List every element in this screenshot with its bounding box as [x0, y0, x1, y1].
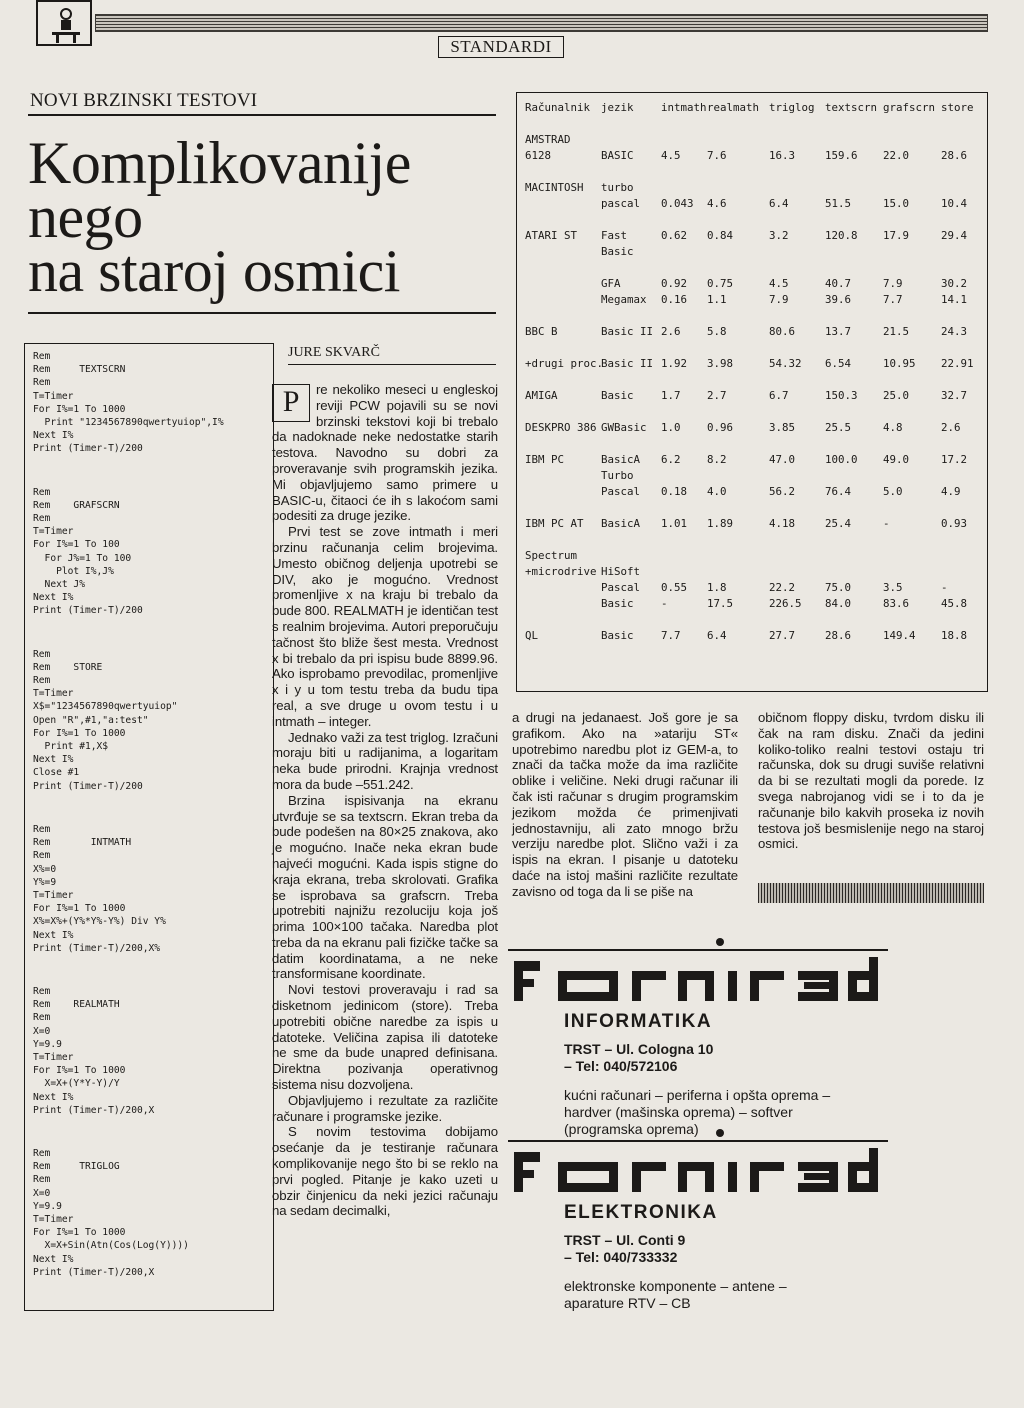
table-cell: 0.62: [661, 229, 688, 242]
code-line: Print (Timer-T)/200: [33, 605, 143, 617]
paragraph: Objavljujemo i rezultate za različite računare i programske jezike.: [272, 1092, 498, 1124]
table-row: [525, 133, 979, 149]
table-cell: 17.9: [883, 229, 910, 242]
table-cell: 6.54: [825, 357, 852, 370]
table-row: [525, 501, 979, 517]
table-cell: 30.2: [941, 277, 968, 290]
code-line: Print (Timer-T)/200: [33, 443, 143, 455]
code-line: T=Timer: [33, 1213, 74, 1225]
code-line: Rem: [33, 850, 51, 862]
table-cell: 3.85: [769, 421, 796, 434]
table-cell: 0.92: [661, 277, 688, 290]
ad-title: INFORMATIKA: [564, 1011, 713, 1032]
table-cell: 22.2: [769, 581, 796, 594]
table-cell: 22.91: [941, 357, 974, 370]
section-logo: [36, 0, 92, 46]
table-row: [525, 565, 979, 581]
paragraph: a drugi na jedanaest. Još gore je sa grafikom. Ako na »atariju ST« upotrebimo naredbu plot iz GEM-a, to znači da tačka može da ima različite oblike i veličine. Neki drugi računar ili čak isti računar s drugim programskim jezikom možda će primenjivati jednostavniju, ali zato mnogo bržu verziju naredbe plot. Slično važi i za ispis na ekran. I pisanje u datoteku daće na istoj mašini različite rezultate zavisno od toga da li se piše na: [512, 710, 738, 899]
table-cell: 28.6: [825, 629, 852, 642]
table-cell: 4.18: [769, 517, 796, 530]
ad-description: elektronske komponente – antene – aparature RTV – CB: [564, 1278, 787, 1311]
table-cell: IBM PC AT: [525, 517, 584, 530]
table-cell: BBC B: [525, 325, 558, 338]
code-line: Rem: [33, 985, 51, 997]
table-cell: BasicA: [601, 517, 641, 530]
table-cell: MACINTOSH: [525, 181, 584, 194]
table-cell: QL: [525, 629, 539, 642]
table-cell: 29.4: [941, 229, 968, 242]
table-row: [525, 261, 979, 277]
table-cell: 1.0: [661, 421, 681, 434]
code-line: Print (Timer-T)/200,X: [33, 1266, 155, 1278]
table-cell: 0.93: [941, 517, 968, 530]
table-row: [525, 325, 979, 341]
table-cell: 14.1: [941, 293, 968, 306]
table-cell: 159.6: [825, 149, 858, 162]
code-line: X%=X%+(Y%*Y%-Y%) Div Y%: [33, 916, 166, 928]
paragraph: re nekoliko meseci u engleskoj reviji PCW pojavili su se novi brzinski tekstovi koji bi trebalo da nadoknade neke nedostatke starih testova. Navodno su dobri za proveravanje svih programskih jezika. Mi objavljujemo samo primere u BASIC-u, čitaoci će ih s lakoćom sami podesiti za druge jezike.: [272, 382, 498, 524]
table-row: [525, 613, 979, 629]
table-cell: 1.92: [661, 357, 688, 370]
code-line: For I%=1 To 1000: [33, 903, 126, 915]
code-line: For I%=1 To 1000: [33, 1227, 126, 1239]
table-cell: Basic: [601, 629, 634, 642]
code-line: Rem: [33, 1147, 51, 1159]
table-cell: 40.7: [825, 277, 852, 290]
table-spacer: [525, 117, 979, 133]
code-line: Next I%: [33, 1253, 74, 1265]
table-cell: 0.18: [661, 485, 688, 498]
header-rule-bar: [95, 14, 988, 32]
table-cell: 6.2: [661, 453, 681, 466]
table-header-cell: grafscrn: [883, 101, 936, 114]
paragraph: Jednako važi za test triglog. Izračuni moraju biti u radijanima, a logaritam neka bude prirodni. Krajnja vrednost mora da bude –551.242.: [272, 729, 498, 792]
code-listing-box: [24, 343, 274, 1311]
code-line: Rem: [33, 1174, 51, 1186]
table-row: [525, 629, 979, 645]
paragraph: Novi testovi proveravaju i rad sa disketnom jedinicom (store). Treba upotrebiti obične naredbe za ispis u datoteke. Veličina zapisa ili datoteke ne sme da bude unapred definisana. Direktna pozivanja operativnog sistema nisu dozvoljena.: [272, 982, 498, 1093]
table-cell: Basic: [601, 245, 634, 258]
table-cell: ATARI ST: [525, 229, 578, 242]
code-line: Open "R",#1,"a:test": [33, 714, 149, 726]
table-row: [525, 165, 979, 181]
table-cell: turbo: [601, 181, 634, 194]
article-column-3: [758, 710, 984, 852]
table-cell: Basic II: [601, 325, 654, 338]
table-cell: 22.0: [883, 149, 910, 162]
code-line: Y=9.9: [33, 1038, 62, 1050]
table-row: [525, 533, 979, 549]
code-line: Rem INTMATH: [33, 837, 132, 849]
advertisement-elektronika: [508, 1126, 968, 1312]
table-row: [525, 149, 979, 165]
table-cell: 80.6: [769, 325, 796, 338]
table-cell: 7.6: [707, 149, 727, 162]
code-line: Plot I%,J%: [33, 565, 114, 577]
code-line: For I%=1 To 1000: [33, 727, 126, 739]
paragraph: običnom floppy disku, tvrdom disku ili čak na ram disku. Znači da jedini koliko-toliko realni testovi ostaju tri računska, dok su drugi suviše relativni da bi se rezultati mogli da porede. Iz svega nabrojanog vidi se i to da je računanje bilo kakvih proseka iz novih testova još besmislenije nego na staroj osmici.: [758, 710, 984, 852]
article-headline: [28, 130, 498, 304]
table-cell: 10.4: [941, 197, 968, 210]
decorative-bar: [758, 883, 984, 903]
code-line: X=X+(Y*Y-Y)/Y: [33, 1078, 120, 1090]
code-line: Rem: [33, 1012, 51, 1024]
code-line: Rem: [33, 513, 51, 525]
table-cell: 2.6: [661, 325, 681, 338]
table-cell: BasicA: [601, 453, 641, 466]
paragraph: S novim testovima dobijamo osećanje da je testiranje računara komplikovanije nego što bi se reklo na prvi pogled. Pitanje je kako uzeti u obzir činjenicu da neki jezici računaju na sedam decimalki,: [272, 1124, 498, 1219]
code-line: X=0: [33, 1187, 51, 1199]
table-cell: 4.5: [769, 277, 789, 290]
table-cell: 6128: [525, 149, 552, 162]
table-cell: 4.0: [707, 485, 727, 498]
table-cell: GFA: [601, 277, 621, 290]
table-cell: 21.5: [883, 325, 910, 338]
table-cell: 17.2: [941, 453, 968, 466]
table-cell: 27.7: [769, 629, 796, 642]
table-cell: Basic: [601, 597, 634, 610]
table-cell: 0.96: [707, 421, 734, 434]
article-column-2: [512, 710, 738, 900]
code-line: T=Timer: [33, 889, 74, 901]
table-cell: 4.5: [661, 149, 681, 162]
table-cell: 83.6: [883, 597, 910, 610]
table-cell: 100.0: [825, 453, 858, 466]
table-row: [525, 581, 979, 597]
table-cell: 6.4: [769, 197, 789, 210]
table-row: [525, 597, 979, 613]
table-cell: 2.7: [707, 389, 727, 402]
table-cell: GWBasic: [601, 421, 647, 434]
table-cell: 45.8: [941, 597, 968, 610]
code-line: X%=0: [33, 863, 57, 875]
table-cell: 18.8: [941, 629, 968, 642]
table-row: [525, 453, 979, 469]
code-line: Rem STORE: [33, 661, 103, 673]
headline-line: Komplikovanije: [28, 130, 411, 196]
code-line: Rem TRIGLOG: [33, 1161, 120, 1173]
table-row: [525, 357, 979, 373]
table-cell: AMSTRAD: [525, 133, 571, 146]
table-row: [525, 437, 979, 453]
divider: [28, 114, 496, 116]
paragraph: Brzina ispisivanja na ekranu utvrđuje se sa textscrn. Ekran treba da bude podešen na 80×25 znakova, ako je mogućno. Inače neka ekran bude najveći mogućni. Kada ispis stigne do kraja ekrana, treba skrolovati. Grafika se isprobava sa grafscrn. Treba upotrebiti najnižu rezoluciju koja još prima 100×100 tačaka. Naredba plot treba da na ekranu pali fizičke tačke sa datim koordinatama, a ne neke transformisane koordinate.: [272, 792, 498, 982]
table-header-row: [525, 101, 979, 117]
table-cell: 56.2: [769, 485, 796, 498]
table-cell: 75.0: [825, 581, 852, 594]
table-header-cell: intmath: [661, 101, 707, 114]
table-cell: 7.9: [769, 293, 789, 306]
table-row: [525, 405, 979, 421]
table-cell: 25.5: [825, 421, 852, 434]
table-cell: +microdrive: [525, 565, 597, 578]
table-cell: 7.9: [883, 277, 903, 290]
table-cell: 4.9: [941, 485, 961, 498]
code-line: X=0: [33, 1025, 51, 1037]
results-table: [516, 92, 988, 692]
code-line: Print "1234567890qwertyuiop",I%: [33, 417, 224, 429]
table-cell: 0.75: [707, 277, 734, 290]
table-header-cell: jezik: [601, 101, 634, 114]
table-cell: Pascal: [601, 581, 641, 594]
table-header-cell: Računalnik: [525, 101, 591, 114]
table-header-cell: realmath: [707, 101, 760, 114]
table-cell: 49.0: [883, 453, 910, 466]
fornirad-logo: [508, 1126, 888, 1196]
table-cell: 1.8: [707, 581, 727, 594]
table-cell: 47.0: [769, 453, 796, 466]
table-cell: 1.89: [707, 517, 734, 530]
table-cell: 84.0: [825, 597, 852, 610]
table-cell: -: [661, 597, 668, 610]
table-cell: -: [883, 517, 890, 530]
table-cell: 51.5: [825, 197, 852, 210]
table-cell: 13.7: [825, 325, 852, 338]
code-line: Rem: [33, 351, 51, 362]
table-cell: 0.043: [661, 197, 694, 210]
table-cell: 4.8: [883, 421, 903, 434]
table-cell: 54.32: [769, 357, 802, 370]
code-line: Next I%: [33, 754, 74, 766]
table-cell: 0.16: [661, 293, 688, 306]
table-row: [525, 485, 979, 501]
table-cell: 28.6: [941, 149, 968, 162]
code-line: Print (Timer-T)/200,X%: [33, 942, 161, 954]
advertisement-informatika: [508, 935, 968, 1138]
table-row: [525, 293, 979, 309]
table-cell: -: [941, 581, 948, 594]
table-row: [525, 277, 979, 293]
table-row: [525, 389, 979, 405]
table-row: [525, 421, 979, 437]
code-line: Rem: [33, 486, 51, 498]
table-row: [525, 469, 979, 485]
table-cell: 76.4: [825, 485, 852, 498]
code-line: T=Timer: [33, 526, 74, 538]
table-cell: Spectrum: [525, 549, 578, 562]
table-cell: Basic II: [601, 357, 654, 370]
table-cell: 1.7: [661, 389, 681, 402]
table-cell: 15.0: [883, 197, 910, 210]
code-line: Next I%: [33, 929, 74, 941]
code-line: Rem TEXTSCRN: [33, 364, 126, 376]
section-tag: STANDARDI: [438, 36, 564, 58]
table-row: [525, 373, 979, 389]
table-cell: 25.0: [883, 389, 910, 402]
code-block-triglog: [33, 1147, 265, 1279]
table-cell: 7.7: [661, 629, 681, 642]
code-line: X=X+Sin(Atn(Cos(Log(Y)))): [33, 1240, 189, 1252]
code-block-intmath: [33, 823, 265, 955]
table-cell: +drugi proc.: [525, 357, 604, 370]
table-cell: 0.55: [661, 581, 688, 594]
code-line: Print (Timer-T)/200: [33, 780, 143, 792]
code-line: T=Timer: [33, 688, 74, 700]
table-cell: 16.3: [769, 149, 796, 162]
table-cell: 3.2: [769, 229, 789, 242]
table-header-cell: triglog: [769, 101, 815, 114]
code-block-store: [33, 648, 265, 793]
divider: [288, 364, 496, 365]
code-line: Rem: [33, 675, 51, 687]
table-cell: 120.8: [825, 229, 858, 242]
table-row: [525, 229, 979, 245]
ad-phone-line: – Tel: 040/572106: [564, 1058, 678, 1074]
code-line: Next I%: [33, 1091, 74, 1103]
code-line: Rem: [33, 377, 51, 389]
code-line: For I%=1 To 1000: [33, 403, 126, 415]
table-cell: 226.5: [769, 597, 802, 610]
code-line: Next I%: [33, 592, 74, 604]
table-cell: 8.2: [707, 453, 727, 466]
table-cell: 4.6: [707, 197, 727, 210]
code-line: For I%=1 To 100: [33, 539, 120, 551]
table-cell: 6.4: [707, 629, 727, 642]
table-cell: 3.98: [707, 357, 734, 370]
article-kicker: NOVI BRZINSKI TESTOVI: [30, 90, 258, 111]
table-header-cell: store: [941, 101, 974, 114]
ad-address-line: TRST – Ul. Cologna 10: [564, 1041, 714, 1057]
table-header-cell: textscrn: [825, 101, 878, 114]
table-cell: 1.1: [707, 293, 727, 306]
paragraph: Prvi test se zove intmath i meri brzinu računanja celim brojevima. Umesto običnog deljenja upotrebi se DIV, ako je mogućno. Vrednost promenljive x na kraju bi trebalo da bude 800. REALMATH je identičan test s realnim brojevima. Autori preporučuju tačnost što bliže šest mesta. Vrednost x bi trebalo da pri ispisu bude 8899.96. Ako isprobamo prevodilac, promenljive x i y u tom testu treba da budu tipa real, a sve druge u ovom testu i u intmath – integer.: [272, 524, 498, 729]
code-line: Rem REALMATH: [33, 999, 120, 1011]
table-cell: 149.4: [883, 629, 916, 642]
article-column-1: [272, 382, 498, 1219]
code-line: Y%=9: [33, 876, 57, 888]
code-line: Rem GRAFSCRN: [33, 499, 120, 511]
table-row: [525, 517, 979, 533]
table-cell: 39.6: [825, 293, 852, 306]
table-cell: 150.3: [825, 389, 858, 402]
code-block-grafscrn: [33, 486, 265, 618]
table-cell: 10.95: [883, 357, 916, 370]
table-cell: BASIC: [601, 149, 634, 162]
code-line: Rem: [33, 823, 51, 835]
table-row: [525, 197, 979, 213]
divider: [28, 312, 496, 314]
table-cell: 32.7: [941, 389, 968, 402]
table-cell: Megamax: [601, 293, 647, 306]
ad-description: kućni računari – periferna i opšta oprema – hardver (mašinska oprema) – softver (programska oprema): [564, 1087, 831, 1137]
table-cell: HiSoft: [601, 565, 641, 578]
table-cell: Basic: [601, 389, 634, 402]
ad-address-line: TRST – Ul. Conti 9: [564, 1232, 686, 1248]
code-line: Print #1,X$: [33, 741, 109, 753]
table-cell: AMIGA: [525, 389, 558, 402]
table-cell: Turbo: [601, 469, 634, 482]
table-cell: 6.7: [769, 389, 789, 402]
table-row: [525, 213, 979, 229]
code-line: Print (Timer-T)/200,X: [33, 1104, 155, 1116]
table-cell: 25.4: [825, 517, 852, 530]
code-line: Rem: [33, 648, 51, 660]
code-line: Next I%: [33, 430, 74, 442]
code-block-textscrn: [33, 350, 265, 456]
table-cell: 0.84: [707, 229, 734, 242]
table-cell: 2.6: [941, 421, 961, 434]
table-row: [525, 549, 979, 565]
ad-title: ELEKTRONIKA: [564, 1202, 718, 1223]
table-cell: Fast: [601, 229, 628, 242]
table-cell: 17.5: [707, 597, 734, 610]
code-line: Close #1: [33, 767, 80, 779]
computer-user-icon: [48, 6, 84, 44]
code-line: Next J%: [33, 579, 85, 591]
table-cell: DESKPRO 386: [525, 421, 597, 434]
headline-line: nego: [28, 184, 143, 250]
table-cell: pascal: [601, 197, 641, 210]
table-row: [525, 341, 979, 357]
code-line: X$="1234567890qwertyuiop": [33, 701, 178, 713]
table-cell: 5.8: [707, 325, 727, 338]
headline-line: na staroj osmici: [28, 238, 400, 304]
table-cell: 24.3: [941, 325, 968, 338]
table-cell: 7.7: [883, 293, 903, 306]
code-line: For J%=1 To 100: [33, 552, 132, 564]
fornirad-logo: [508, 935, 888, 1005]
table-row: [525, 245, 979, 261]
table-row: [525, 309, 979, 325]
drop-cap: P: [272, 384, 310, 422]
table-cell: 3.5: [883, 581, 903, 594]
article-byline: JURE SKVARČ: [288, 345, 380, 360]
table-cell: Pascal: [601, 485, 641, 498]
code-block-realmath: [33, 985, 265, 1117]
table-row: [525, 181, 979, 197]
code-line: Y=9.9: [33, 1200, 62, 1212]
table-cell: IBM PC: [525, 453, 565, 466]
code-line: T=Timer: [33, 390, 74, 402]
ad-phone-line: – Tel: 040/733332: [564, 1249, 678, 1265]
code-line: For I%=1 To 1000: [33, 1065, 126, 1077]
code-line: T=Timer: [33, 1051, 74, 1063]
table-cell: 5.0: [883, 485, 903, 498]
table-cell: 1.01: [661, 517, 688, 530]
